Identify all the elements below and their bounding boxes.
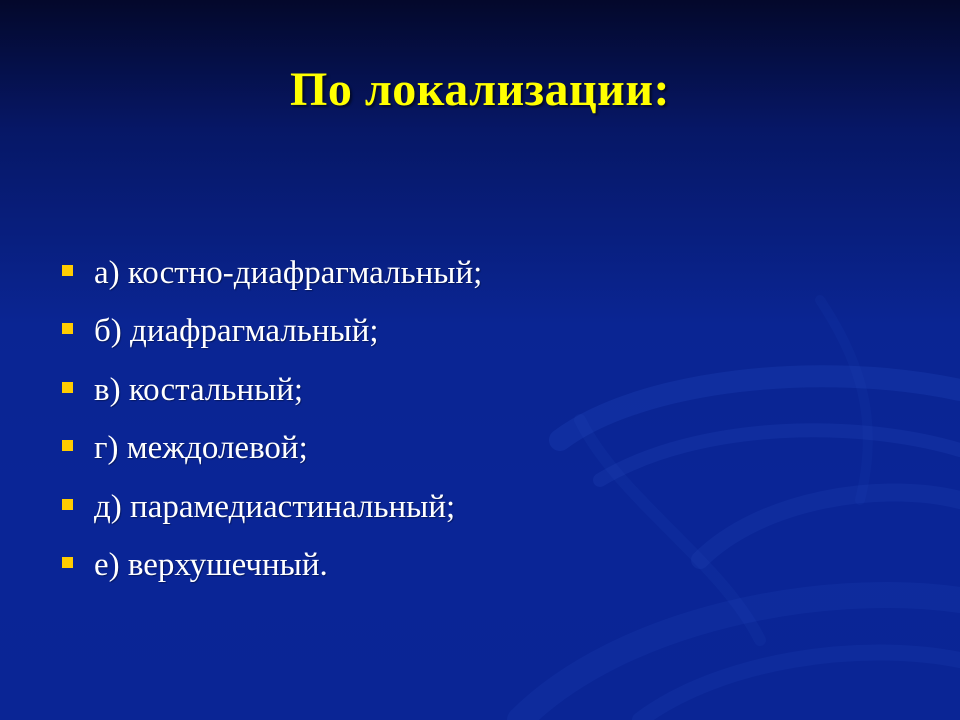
bullet-list: [62, 244, 482, 595]
list-item-text: д) парамедиастинальный;: [94, 488, 456, 525]
square-bullet-icon: [62, 323, 73, 334]
list-item-text: г) междолевой;: [94, 430, 308, 467]
list-item-text: а) костно-диафрагмальный;: [94, 254, 483, 291]
list-item-text: б) диафрагмальный;: [94, 313, 379, 350]
list-item: [62, 361, 482, 420]
list-item: [62, 420, 482, 479]
list-item: [62, 244, 482, 303]
list-item: [62, 303, 482, 362]
list-item: [62, 478, 482, 537]
list-item: [62, 537, 482, 596]
square-bullet-icon: [62, 382, 73, 393]
list-item-text: е) верхушечный.: [94, 547, 328, 584]
slide-title: По локализации:: [290, 63, 670, 116]
square-bullet-icon: [62, 557, 73, 568]
list-item-text: в) костальный;: [94, 371, 304, 408]
square-bullet-icon: [62, 440, 73, 451]
square-bullet-icon: [62, 499, 73, 510]
square-bullet-icon: [62, 265, 73, 276]
